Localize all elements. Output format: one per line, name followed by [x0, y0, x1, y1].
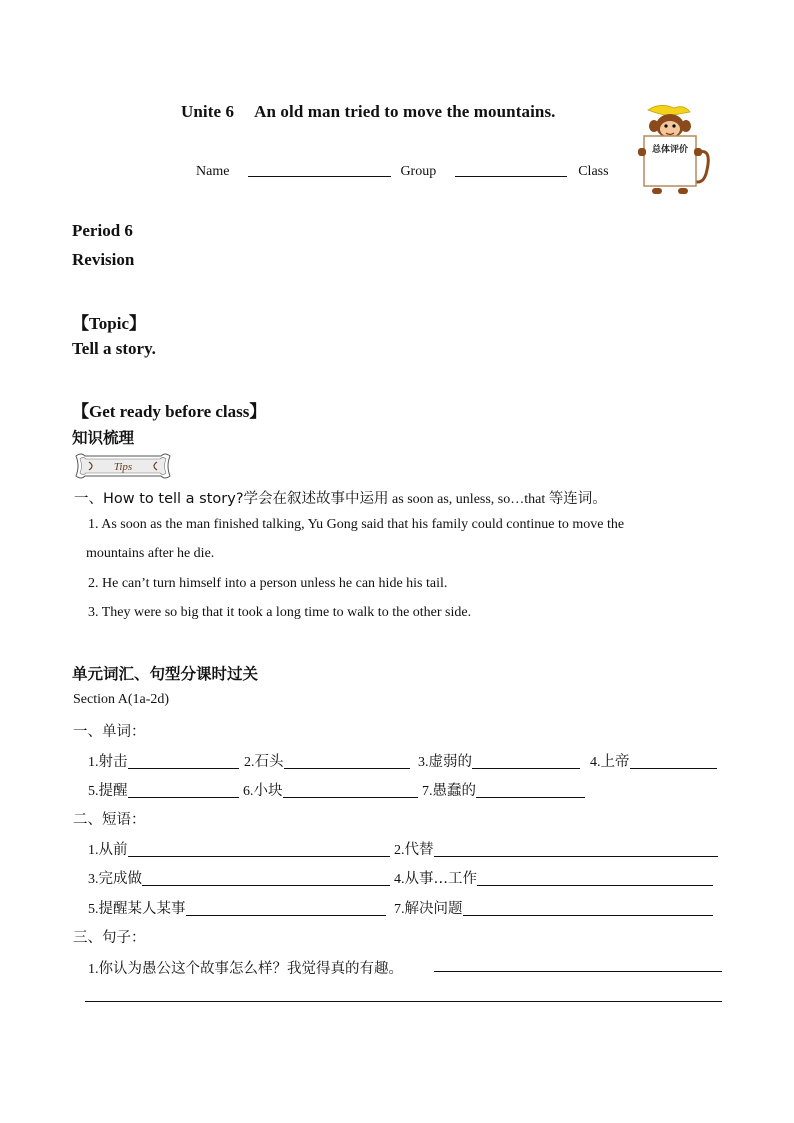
- sentence-answer-line[interactable]: [434, 971, 722, 972]
- word-answer-field[interactable]: [284, 754, 410, 769]
- phrase-answer-field[interactable]: [434, 842, 718, 857]
- revision-label: Revision: [72, 250, 135, 269]
- word-item: 3.虚弱的: [418, 750, 580, 771]
- monkey-evaluation-icon: [630, 104, 714, 196]
- sentence-item: 1.你认为愚公这个故事怎么样？我觉得真的有趣。: [88, 961, 403, 977]
- period-label: Period 6: [72, 221, 133, 240]
- name-label: Name: [196, 164, 230, 179]
- knowledge-review-heading: 知识梳理: [72, 429, 135, 447]
- example-sentence: mountains after he die.: [86, 546, 215, 561]
- phrase-item: 1.从前: [88, 838, 390, 859]
- word-answer-field[interactable]: [630, 754, 717, 769]
- unit-title: An old man tried to move the mountains.: [254, 102, 556, 121]
- phrase-answer-field[interactable]: [142, 871, 390, 886]
- vocab-heading: 单元词汇、句型分课时过关: [72, 665, 259, 683]
- word-answer-field[interactable]: [472, 754, 580, 769]
- tips-badge-icon: [73, 452, 173, 480]
- tips-label: Tips: [113, 461, 133, 473]
- student-info-row: [196, 164, 609, 180]
- word-item: 4.上帝: [590, 750, 717, 771]
- phrases-heading: 二、短语：: [73, 812, 146, 828]
- unit-label: Unite 6: [181, 102, 235, 121]
- word-item: 6.小块: [243, 779, 418, 800]
- word-answer-field[interactable]: [283, 783, 418, 798]
- example-sentence: 3. They were so big that it took a long time to walk to the other side.: [88, 605, 472, 620]
- phrase-item: 5.提醒某人某事: [88, 897, 386, 918]
- phrase-answer-field[interactable]: [186, 901, 386, 916]
- group-field[interactable]: [455, 164, 567, 177]
- phrase-answer-field[interactable]: [477, 871, 713, 886]
- phrase-item: 3.完成做: [88, 867, 390, 888]
- class-label: Class: [578, 164, 609, 179]
- words-heading: 一、单词：: [73, 724, 146, 740]
- word-item: 2.石头: [244, 750, 410, 771]
- group-label: Group: [400, 164, 437, 179]
- word-answer-field[interactable]: [476, 783, 585, 798]
- worksheet-title: [181, 102, 556, 122]
- get-ready-heading: 【Get ready before class】: [72, 402, 267, 421]
- section-label: Section A(1a-2d): [73, 692, 170, 707]
- phrase-answer-field[interactable]: [128, 842, 390, 857]
- phrase-item: 7.解决问题: [394, 897, 713, 918]
- phrase-item: 4.从事…工作: [394, 867, 713, 888]
- example-sentence: 1. As soon as the man finished talking, Yu Gong said that his family could continue to move the: [88, 517, 625, 532]
- word-item: 7.愚蠢的: [422, 779, 585, 800]
- grammar-intro: 一、How to tell a story?学会在叙述故事中运用 as soon as, unless, so…that 等连词。: [74, 491, 607, 507]
- sentence-answer-line[interactable]: [85, 1001, 722, 1002]
- word-item: 1.射击: [88, 750, 239, 771]
- phrase-item: 2.代替: [394, 838, 718, 859]
- name-field[interactable]: [248, 164, 391, 177]
- topic-text: Tell a story.: [72, 339, 156, 358]
- topic-heading: 【Topic】: [72, 314, 147, 333]
- word-answer-field[interactable]: [128, 754, 239, 769]
- phrase-answer-field[interactable]: [463, 901, 713, 916]
- example-sentence: 2. He can’t turn himself into a person unless he can hide his tail.: [88, 576, 448, 591]
- word-answer-field[interactable]: [128, 783, 239, 798]
- sentences-heading: 三、句子：: [73, 930, 146, 946]
- word-item: 5.提醒: [88, 779, 239, 800]
- badge-text: 总体评价: [651, 145, 689, 155]
